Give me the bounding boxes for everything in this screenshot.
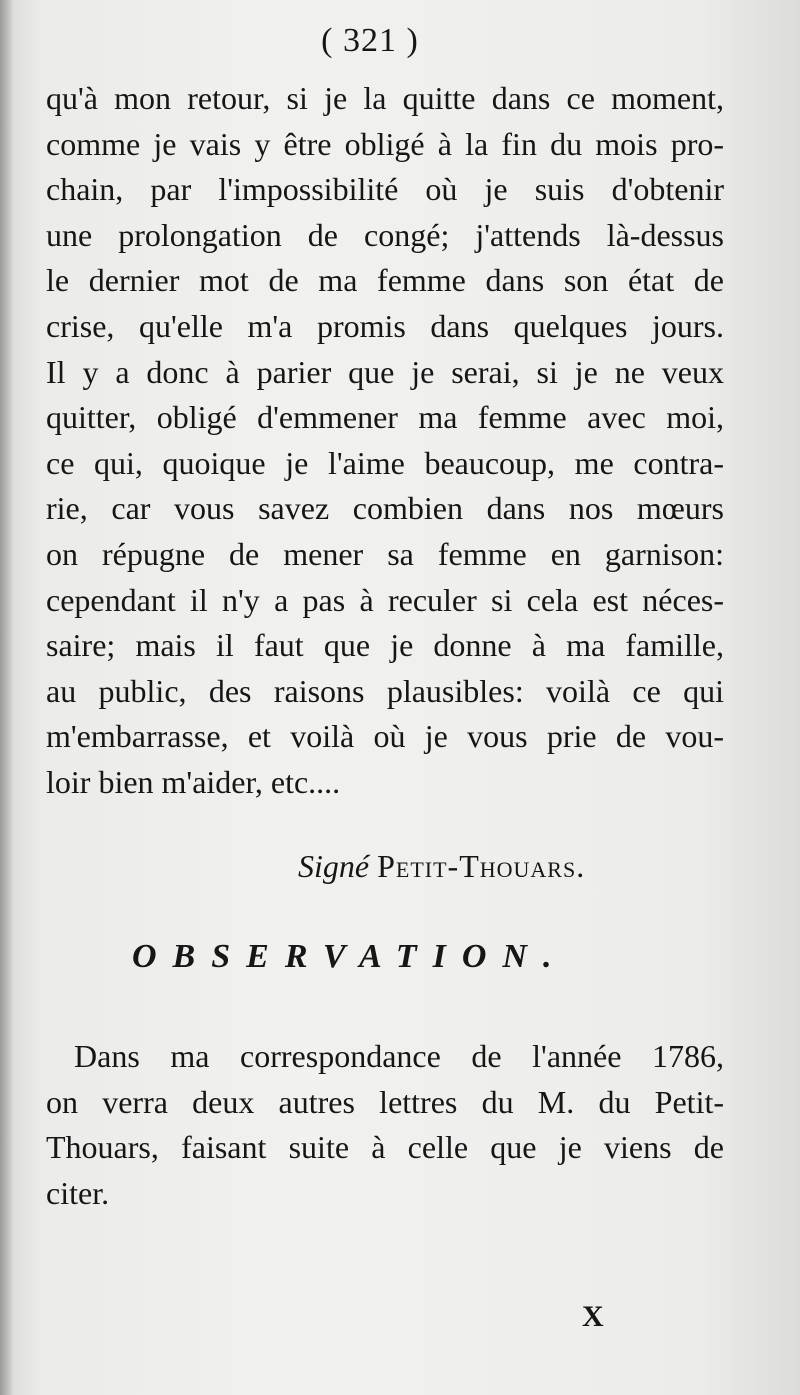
catchword: X <box>582 1300 604 1333</box>
text-line: quitter, obligé d'emmener ma femme avec moi, <box>46 399 724 436</box>
page-number: ( 321 ) <box>321 22 419 59</box>
section-heading: OBSERVATION. <box>132 938 568 975</box>
text-line: ce qui, quoique je l'aime beaucoup, me contra- <box>46 444 724 481</box>
signature-name: Petit-Thouars. <box>377 848 586 884</box>
text-line: on répugne de mener sa femme en garnison: <box>46 535 724 572</box>
text-line: chain, par l'impossibilité où je suis d'obtenir <box>46 171 724 208</box>
text-line: Dans ma correspondance de l'année 1786, <box>74 1038 724 1074</box>
text-line: crise, qu'elle m'a promis dans quelques jours. <box>46 307 724 344</box>
observation-body <box>46 1034 724 1216</box>
gutter-shadow <box>0 0 14 1395</box>
text-line: au public, des raisons plausibles: voilà ce qui <box>46 672 724 709</box>
signature <box>298 848 585 885</box>
text-line: rie, car vous savez combien dans nos mœurs <box>46 490 724 527</box>
text-line: une prolongation de congé; j'attends là-dessus <box>46 216 724 253</box>
text-line: Il y a donc à parier que je serai, si je ne veux <box>46 353 724 390</box>
text-line: saire; mais il faut que je donne à ma famille, <box>46 627 724 664</box>
text-line: cependant il n'y a pas à reculer si cela est néces- <box>46 581 724 618</box>
text-line: citer. <box>46 1174 110 1211</box>
signature-signe: Signé <box>298 848 370 884</box>
letter-body <box>46 76 724 806</box>
text-line: loir bien m'aider, etc.... <box>46 763 341 800</box>
text-line: le dernier mot de ma femme dans son état de <box>46 262 724 299</box>
text-line: m'embarrasse, et voilà où je vous prie de vou- <box>46 718 724 755</box>
text-line: comme je vais y être obligé à la fin du mois pro- <box>46 125 724 162</box>
text-line: qu'à mon retour, si je la quitte dans ce moment, <box>46 80 724 116</box>
text-line: on verra deux autres lettres du M. du Petit- <box>46 1083 724 1120</box>
text-line: Thouars, faisant suite à celle que je viens de <box>46 1129 724 1166</box>
